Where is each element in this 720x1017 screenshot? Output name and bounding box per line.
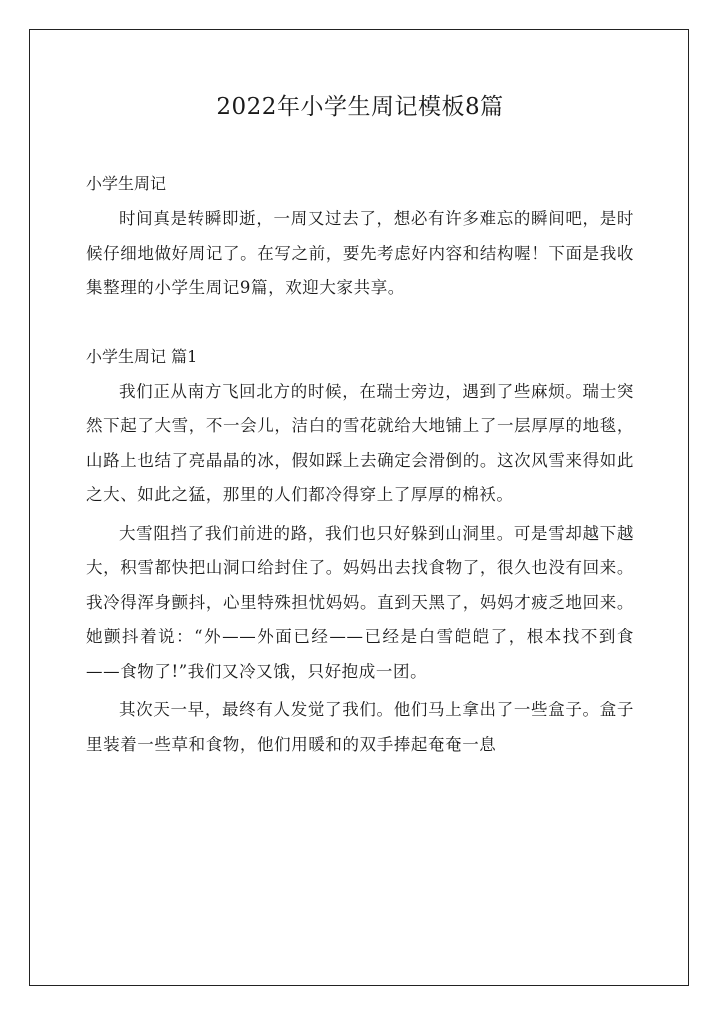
paragraph: 时间真是转瞬即逝，一周又过去了，想必有许多难忘的瞬间吧，是时候仔细地做好周记了。在写之前，要先考虑好内容和结构喔！下面是我收集整理的小学生周记9篇，欢迎大家共享。 <box>86 209 634 297</box>
paragraph: 大雪阻挡了我们前进的路，我们也只好躲到山洞里。可是雪却越下越大，积雪都快把山洞口给封住了。妈妈出去找食物了，很久也没有回来。我冷得浑身颤抖，心里特殊担忧妈妈。直到天黑了，妈妈才疲乏地回来。她颤抖着说：“外——外面已经——已经是白雪皑皑了，根本找不到食——食物了!”我们又冷又饿，只好抱成一团。 <box>86 523 634 681</box>
section-diary-1 <box>86 339 634 763</box>
paragraph: 其次天一早，最终有人发觉了我们。他们马上拿出了一些盒子。盒子里装着一些草和食物，他们用暖和的双手捧起奄奄一息 <box>86 700 634 754</box>
paragraph: 我们正从南方飞回北方的时候，在瑞士旁边，遇到了些麻烦。瑞士突然下起了大雪，不一会儿，洁白的雪花就给大地铺上了一层厚厚的地毯，山路上也结了亮晶晶的冰，假如踩上去确定会滑倒的。这次风雪来得如此之大、如此之猛，那里的人们都冷得穿上了厚厚的棉袄。 <box>86 381 634 504</box>
section-intro <box>86 166 634 306</box>
document-body <box>86 166 634 762</box>
document-title: 2022年小学生周记模板8篇 <box>216 94 504 120</box>
section-heading: 小学生周记 篇1 <box>86 346 198 366</box>
section-heading: 小学生周记 <box>86 174 167 193</box>
